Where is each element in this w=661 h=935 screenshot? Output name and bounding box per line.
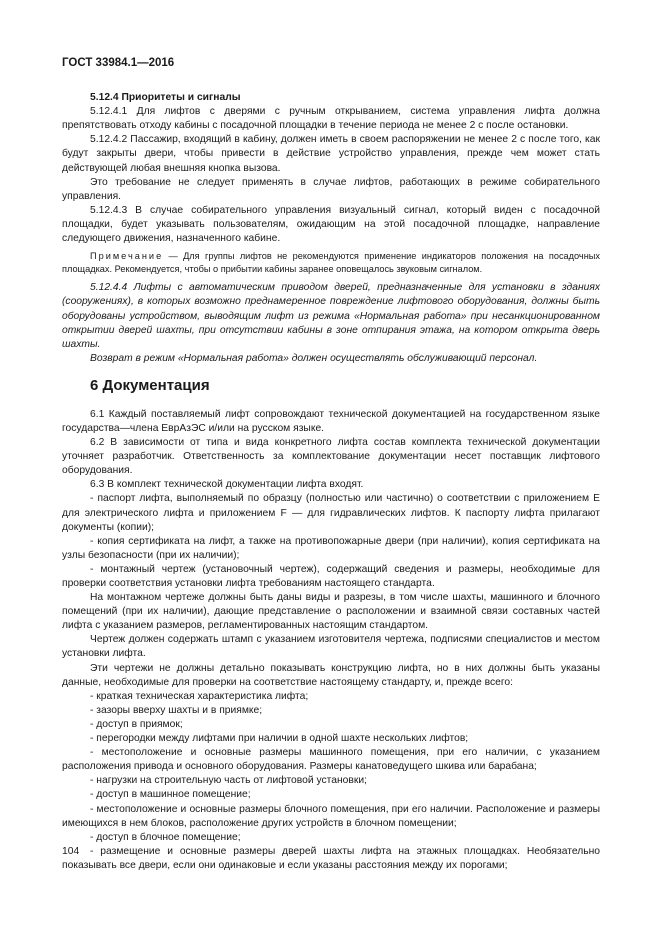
- list-item: - зазоры вверху шахты и в приямке;: [90, 704, 263, 716]
- section-heading: 6 Документация: [90, 376, 210, 394]
- paragraph: 5.12.4.3 В случае собирательного управления визуальный сигнал, который виден с посадочной площадки, будет указывать пользователям, ожидающим на этой посадочной площадке, направление следующего движения, назначенного кабине.: [62, 204, 600, 245]
- list-item: - копия сертификата на лифт, а также на противопожарные двери (при наличии), копия сертификата на узлы безопасности (при их наличии);: [62, 535, 600, 561]
- list-item: - доступ в приямок;: [90, 718, 183, 730]
- list-item: - доступ в машинное помещение;: [90, 789, 251, 801]
- paragraph: Чертеж должен содержать штамп с указанием изготовителя чертежа, подписями специалистов и местом установки лифта.: [62, 634, 600, 660]
- list-item: - монтажный чертеж (установочный чертеж), содержащий сведения и размеры, необходимые для проверки соответствия установки лифта требованиям настоящего стандарта.: [62, 563, 600, 589]
- paragraph: 6.2 В зависимости от типа и вида конкретного лифта состав комплекта технической документации уточняет разработчик. Ответственность за комплектование документации несет поставщик лифтового оборудования.: [62, 437, 600, 477]
- note: [62, 250, 600, 275]
- paragraph: 5.12.4.2 Пассажир, входящий в кабину, должен иметь в своем распоряжении не менее 2 с после того, как будут закрыты двери, чтобы привести в действие устройство управления, прежде чем может стать действующей любая внешняя кнопка вызова.: [62, 134, 600, 174]
- page-number: 104: [62, 846, 80, 857]
- paragraph-italic: Возврат в режим «Нормальная работа» должен осуществлять обслуживающий персонал.: [90, 352, 538, 364]
- paragraph: На монтажном чертеже должны быть даны виды и разрезы, в том числе шахты, машинного и блочного помещений (при их наличии), дающие представление о расположении и взаимной связи составных частей лифта с указанием размеров, регламентированных настоящим стандартом.: [62, 592, 600, 632]
- list-item: - местоположение и основные размеры машинного помещения, при его наличии, с указанием расположения привода и основного оборудования. Размеры канатоведущего шкива или барабана;: [62, 747, 600, 773]
- list-item: - местоположение и основные размеры блочного помещения, при его наличии. Расположение и размеры имеющихся в нем блоков, расположение других устройств в блочном помещении;: [62, 803, 600, 829]
- list-item: - размещение и основные размеры дверей шахты лифта на этажных площадках. Необязательно показывать все двери, если они одинаковые и если указаны расстояния между их порогами;: [62, 845, 600, 871]
- list-item: - перегородки между лифтами при наличии в одной шахте нескольких лифтов;: [90, 733, 469, 745]
- paragraph: Это требование не следует применять в случае лифтов, работающих в режиме собирательного управления.: [62, 176, 600, 202]
- section-5-12-4: [62, 91, 600, 366]
- subsection-heading: 5.12.4 Приоритеты и сигналы: [90, 92, 241, 104]
- document-page: [62, 56, 600, 873]
- document-header: ГОСТ 33984.1—2016: [62, 57, 175, 69]
- paragraph: Эти чертежи не должны детально показывать конструкцию лифта, но в них должны быть указаны данные, необходимые для проверки на соответствие настоящему стандарту, и, прежде всего:: [62, 662, 600, 688]
- list-item: - паспорт лифта, выполняемый по образцу (полностью или частично) о соответствии с приложением Е для электрического лифта и приложением F — для гидравлических лифтов. К паспорту лифта прилагают документы (копии);: [62, 493, 600, 533]
- list-item: - доступ в блочное помещение;: [90, 831, 241, 843]
- paragraph: 5.12.4.1 Для лифтов с дверями с ручным открыванием, система управления лифта должна препятствовать отходу кабины с посадочной площадки в течение периода не менее 2 с после остановки.: [62, 106, 600, 132]
- paragraph: 6.1 Каждый поставляемый лифт сопровождают технической документацией на государственном языке государства—члена ЕврАзЭС и/или на русском языке.: [62, 408, 600, 434]
- note-label: Примечание: [90, 251, 164, 262]
- paragraph-italic: 5.12.4.4 Лифты с автоматическим приводом дверей, предназначенные для установки в зданиях (сооружениях), в которых возможно преднамеренное повреждение лифтового оборудования, должны быть оборудованы устройством, выводящим лифт из режима «Нормальная работа» при несанкционированном открытии дверей шахты, при отсутствии кабины в зоне отпирания этажа, на котором открыта дверь шахты.: [62, 282, 600, 350]
- section-6-body: [62, 408, 600, 873]
- list-item: - нагрузки на строительную часть от лифтовой установки;: [90, 775, 367, 787]
- note-text: — Для группы лифтов не рекомендуются применение индикаторов положения на посадочных площадках. Рекомендуется, чтобы о прибытии кабины заранее оповещалось звуковым сигналом.: [62, 251, 600, 274]
- list-item: - краткая техническая характеристика лифта;: [90, 690, 309, 702]
- paragraph: 6.3 В комплект технической документации лифта входят.: [90, 479, 364, 491]
